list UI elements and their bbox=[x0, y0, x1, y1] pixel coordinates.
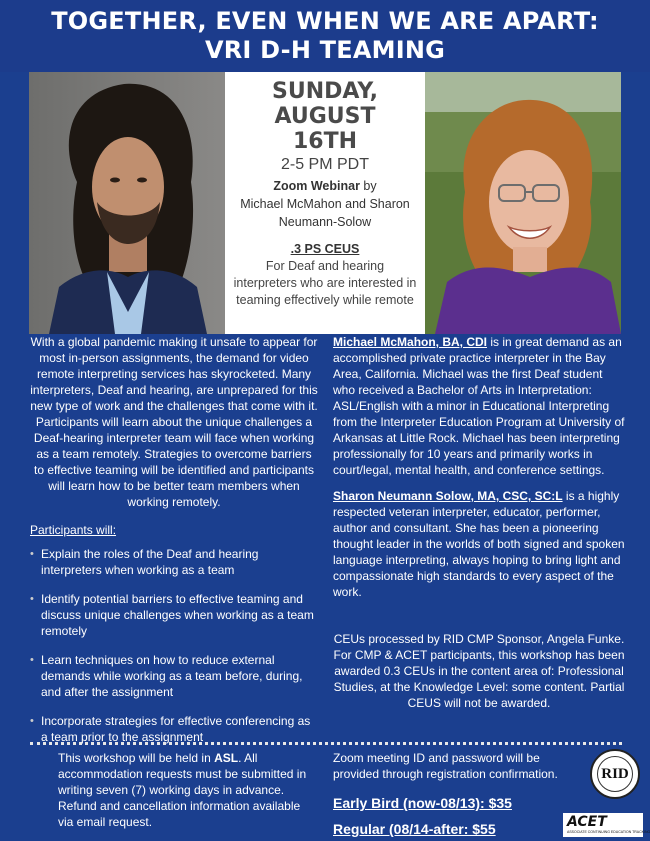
sharon-bio-text: is a highly respected veteran interpreter, educator, performer, author and consultant. She has been a pioneering thought leader in the worlds of both signed and spoken language interpreting, always hoping to bring light and compassionate high standards to every aspect of the work. bbox=[333, 489, 625, 599]
bullet-icon: • bbox=[30, 654, 34, 666]
sharon-photo bbox=[425, 72, 621, 334]
bullet-icon: • bbox=[30, 715, 34, 727]
event-format bbox=[225, 177, 425, 231]
asl-bold: ASL bbox=[214, 751, 239, 765]
workshop-description: With a global pandemic making it unsafe to appear for most in-person assignments, the demand for video remote interpreting services has skyrocketed. Many interpreters, Deaf and hearing, are unprepared for this new type of work and the challenges that come with it. Participants will learn about the unique challenges a Deaf-hearing interpreter team will face when working as a team remotely. Strategies to overcome barriers to effective teaming will be identified and participants will learn how to be better team members when working remotely. bbox=[30, 335, 318, 509]
objective-text: Learn techniques on how to reduce external demands while working as a team before, during, and after the assignment bbox=[41, 653, 303, 699]
acet-logo bbox=[563, 813, 650, 837]
description-column bbox=[30, 334, 318, 758]
accommodation-note bbox=[58, 750, 316, 830]
date-line-1: SUNDAY, bbox=[272, 79, 378, 104]
date-line-3: 16TH bbox=[292, 129, 358, 154]
list-item bbox=[30, 591, 318, 639]
ceus-label: .3 PS CEUS bbox=[290, 242, 360, 256]
michael-bio bbox=[333, 334, 625, 478]
event-time: 2-5 PM PDT bbox=[280, 156, 369, 173]
objective-text: Incorporate strategies for effective conferencing as a team prior to the assignment bbox=[41, 714, 311, 744]
event-date bbox=[225, 72, 425, 154]
list-item bbox=[30, 652, 318, 700]
acet-logo-subtext: ASSOCIATE CONTINUING EDUCATION TRACKING bbox=[567, 830, 650, 834]
sharon-bio bbox=[333, 488, 625, 600]
bios-column bbox=[333, 334, 625, 711]
michael-name: Michael McMahon, BA, CDI bbox=[333, 335, 488, 349]
workshop-title bbox=[0, 7, 650, 65]
bullet-icon: • bbox=[30, 593, 34, 605]
registration-info bbox=[333, 750, 583, 838]
rid-logo bbox=[590, 749, 640, 799]
dotted-divider bbox=[30, 742, 622, 745]
asl-pre: This workshop will be held in bbox=[58, 751, 215, 765]
objective-text: Explain the roles of the Deaf and hearing interpreters when working as a team bbox=[41, 547, 259, 577]
participants-heading: Participants will: bbox=[30, 523, 117, 537]
title-line-1: TOGETHER, EVEN WHEN WE ARE APART: bbox=[51, 7, 599, 35]
event-info-panel bbox=[225, 72, 425, 334]
acet-logo-text: ACET bbox=[567, 814, 607, 830]
title-line-2: VRI D-H TEAMING bbox=[204, 36, 446, 64]
list-item bbox=[30, 713, 318, 745]
asl-post: . All accommodation requests must be submitted in writing seven (7) working days in advance. Refund and cancellation information available via email request. bbox=[58, 751, 307, 829]
audience-text: For Deaf and hearing interpreters who are interested in teaming effectively while remote bbox=[233, 259, 417, 307]
objective-text: Identify potential barriers to effective teaming and discuss unique challenges when working as a team remotely bbox=[41, 592, 314, 638]
title-banner bbox=[0, 0, 650, 72]
date-line-2: AUGUST bbox=[274, 104, 376, 129]
zoom-note: Zoom meeting ID and password will be provided through registration confirmation. bbox=[333, 751, 558, 781]
ceu-processing-note: CEUs processed by RID CMP Sponsor, Angela Funke. For CMP & ACET participants, this workshop has been awarded 0.3 CEUs in the content area of: Professional Studies, at the Knowledge Level: some content. Partial CEUS will not be awarded. bbox=[333, 632, 625, 710]
sharon-name: Sharon Neumann Solow, MA, CSC, SC:L bbox=[333, 489, 563, 503]
format-label: Zoom Webinar bbox=[273, 179, 360, 193]
rid-logo-text: RID bbox=[597, 756, 633, 792]
michael-bio-text: is in great demand as an accomplished private practice interpreter in the Bay Area, California. Michael was the first Deaf student who received a Bachelor of Arts in Interpretation: ASL/English with a minor in Educational Interpreting from the Interpreter Education Program at University of Arkansas at Little Rock. Michael has been interpreting professionally for 10 years and primarily works in court/legal, mental health, and conference settings. bbox=[333, 335, 625, 477]
early-bird-price: Early Bird (now-08/13): $35 bbox=[333, 795, 512, 811]
bullet-icon: • bbox=[30, 548, 34, 560]
michael-photo bbox=[29, 72, 225, 334]
presenters-names: Michael McMahon and Sharon Neumann-Solow bbox=[240, 197, 410, 229]
format-by: by bbox=[359, 179, 377, 193]
regular-price: Regular (08/14-after: $55 bbox=[333, 821, 496, 837]
list-item bbox=[30, 546, 318, 578]
objectives-list bbox=[30, 546, 318, 745]
